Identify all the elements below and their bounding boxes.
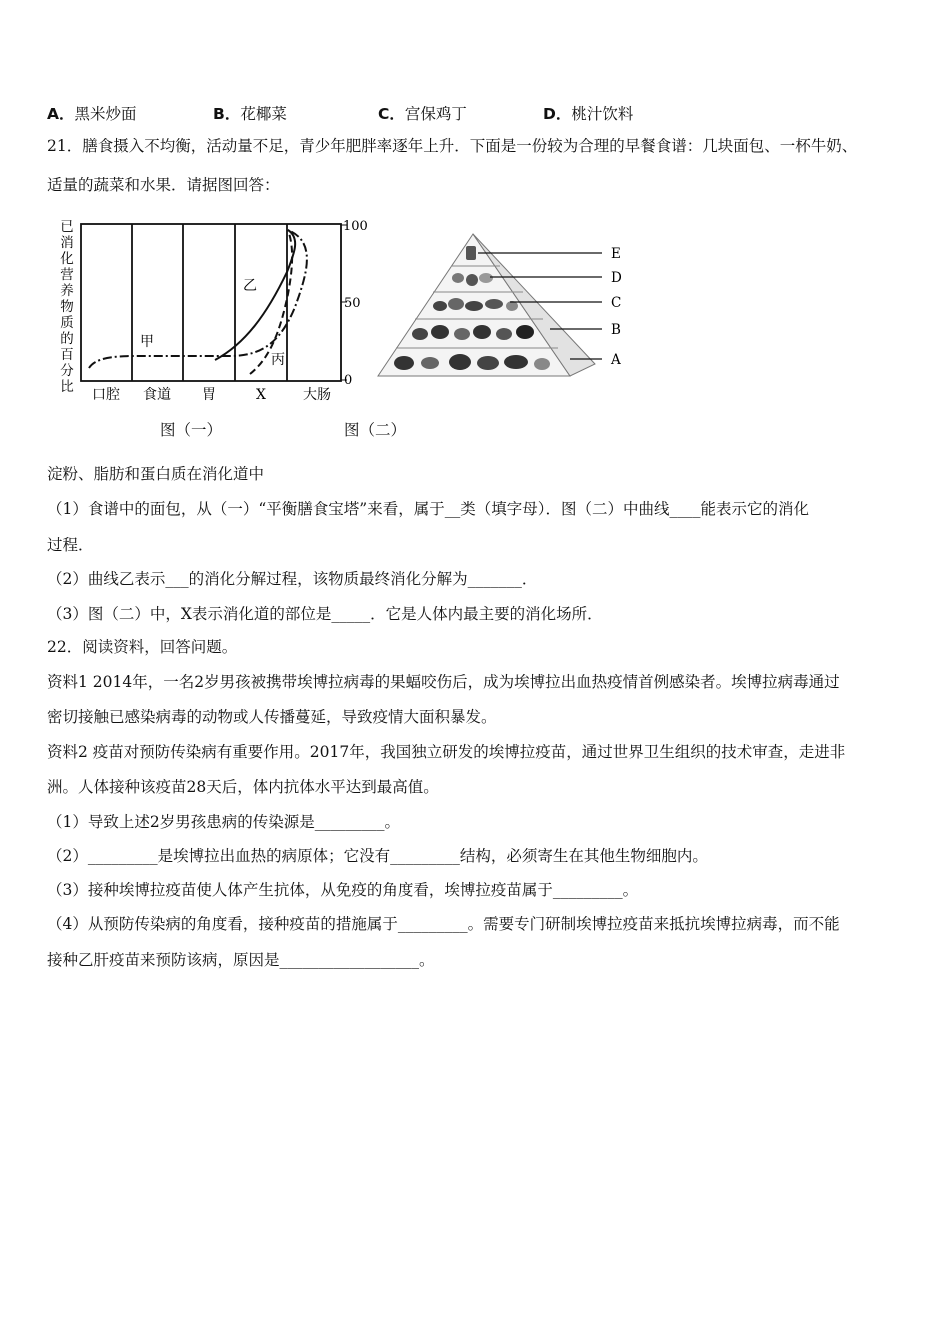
q21-intro: 淀粉、脂肪和蛋白质在消化道中	[47, 465, 265, 483]
x-label-stomach: 胃	[202, 387, 216, 403]
q22-part1: （1）导致上述2岁男孩患病的传染源是_________。	[47, 813, 400, 831]
figure-digestion-curves	[55, 212, 375, 407]
option-text: 花椰菜	[240, 105, 287, 123]
plot-frame	[81, 224, 341, 381]
figure2-caption: 图（二）	[344, 421, 407, 439]
level-label-a: A	[611, 352, 621, 368]
option-b	[213, 102, 287, 124]
q22-part3: （3）接种埃博拉疫苗使人体产生抗体，从免疫的角度看，埃博拉疫苗属于_________。	[47, 881, 639, 899]
ylabel-char: 养	[60, 283, 74, 299]
option-a	[47, 102, 137, 124]
q21-part3: （3）图（二）中，X表示消化道的部位是_____．它是人体内最主要的消化场所．	[47, 605, 603, 623]
curve-label-yi: 乙	[243, 278, 257, 294]
option-text: 黑米炒面	[74, 105, 137, 123]
level-label-c: C	[611, 295, 622, 311]
q22-material2-line1: 资料2 疫苗对预防传染病有重要作用。2017年，我国独立研发的埃博拉疫苗，通过世界卫生组织的技术审查，走进非	[47, 743, 846, 761]
level-label-e: E	[611, 246, 621, 262]
q22-part4-line2: 接种乙肝疫苗来预防该病，原因是__________________。	[47, 951, 435, 969]
ylabel-char: 已	[60, 219, 74, 235]
q21-stem-line1: 21．膳食摄入不均衡，活动量不足，青少年肥胖率逐年上升．下面是一份较为合理的早餐食谱：几块面包、一杯牛奶、	[47, 137, 858, 155]
option-letter: C．	[378, 105, 405, 123]
right-tick-label-50: 50	[344, 296, 361, 311]
ylabel-char: 比	[60, 379, 74, 395]
ylabel-char: 百	[60, 347, 74, 363]
curve-jia	[89, 230, 307, 368]
level-label-d: D	[611, 270, 622, 286]
option-letter: B．	[213, 105, 241, 123]
x-label-x: X	[256, 387, 266, 403]
option-c	[378, 102, 467, 124]
ylabel-char: 分	[60, 363, 74, 379]
ylabel-char: 物	[60, 299, 74, 315]
q21-part2: （2）曲线乙表示___的消化分解过程，该物质最终消化分解为_______．	[47, 570, 538, 588]
q22-stem: 22．阅读资料，回答问题。	[47, 638, 238, 656]
x-label-mouth: 口腔	[92, 387, 120, 403]
ylabel-char: 质	[60, 315, 74, 331]
option-letter: D．	[543, 105, 572, 123]
q22-part4-line1: （4）从预防传染病的角度看，接种疫苗的措施属于_________。需要专门研制埃博拉疫苗来抵抗埃博拉病毒，而不能	[47, 915, 840, 933]
option-text: 宫保鸡丁	[404, 105, 467, 123]
q22-material2-line2: 洲。人体接种该疫苗28天后，体内抗体水平达到最高值。	[47, 778, 439, 796]
y-axis-label	[60, 219, 74, 395]
x-label-esophagus: 食道	[143, 387, 171, 403]
q22-material1-line1: 资料1 2014年，一名2岁男孩被携带埃博拉病毒的果蝠咬伤后，成为埃博拉出血热疫情首例感染者。埃博拉病毒通过	[47, 673, 840, 691]
ylabel-char: 的	[60, 331, 74, 347]
option-letter: A．	[47, 105, 75, 123]
option-d	[543, 102, 633, 124]
q21-part1-line2: 过程．	[47, 536, 94, 554]
right-tick-label-100: 100	[343, 219, 368, 234]
level-label-b: B	[611, 322, 621, 338]
q22-material1-line2: 密切接触已感染病毒的动物或人传播蔓延，导致疫情大面积暴发。	[47, 708, 497, 726]
ylabel-char: 化	[60, 251, 74, 267]
q21-part1-line1: （1）食谱中的面包，从（一）“平衡膳食宝塔”来看，属于__类（填字母）．图（二）中曲线____能表示它的消化	[47, 500, 809, 518]
x-label-large-intestine: 大肠	[303, 387, 331, 403]
curve-label-bing: 丙	[271, 352, 285, 368]
figure-food-pyramid	[370, 226, 640, 386]
option-text: 桃汁饮料	[571, 105, 634, 123]
curve-yi	[215, 230, 295, 360]
ylabel-char: 消	[60, 235, 74, 251]
figure1-caption: 图（一）	[160, 421, 223, 439]
q22-part2: （2）_________是埃博拉出血热的病原体；它没有_________结构，必须寄生在其他生物细胞内。	[47, 847, 708, 865]
ylabel-char: 营	[60, 267, 74, 283]
right-tick-label-0: 0	[344, 373, 353, 388]
q21-stem-line2: 适量的蔬菜和水果．请据图回答：	[47, 176, 280, 194]
curve-label-jia: 甲	[140, 334, 154, 350]
